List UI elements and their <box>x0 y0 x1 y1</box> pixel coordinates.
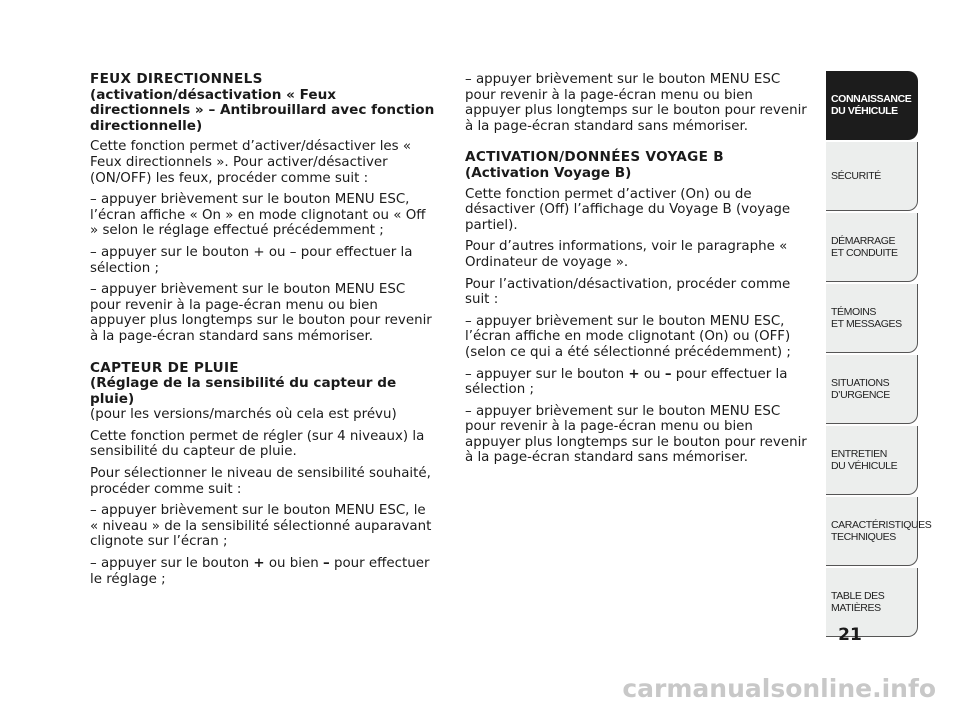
tab-entretien-du-vehicule[interactable]: ENTRETIEN DU VÉHICULE <box>826 426 918 495</box>
paragraph: Pour l’activation/désactivation, procéder comme suit : <box>465 276 791 308</box>
tab-demarrage-et-conduite[interactable]: DÉMARRAGE ET CONDUITE <box>826 213 918 282</box>
section-heading-feux: FEUX DIRECTIONNELS (activation/désactivation « Feux directionnels » – Antibrouillard avec fonction directionnelle) <box>90 71 435 134</box>
paragraph: Cette fonction permet de régler (sur 4 niveaux) la sensibilité du capteur de pluie. <box>90 428 425 460</box>
section-heading-voyage-b: ACTIVATION/DONNÉES VOYAGE B (Activation Voyage B) <box>465 149 724 181</box>
note: (pour les versions/marchés où cela est prévu) <box>90 407 397 423</box>
paragraph: Pour sélectionner le niveau de sensibilité souhaité, procéder comme suit : <box>90 466 431 497</box>
chapter-tabs <box>826 71 932 639</box>
paragraph: – appuyer brièvement sur le bouton MENU ESC pour revenir à la page-écran menu ou bien appuyer plus longtemps sur le bouton pour revenir à la page-écran standard sans mémoriser. <box>465 72 807 134</box>
tab-temoins-et-messages[interactable]: TÉMOINS ET MESSAGES <box>826 284 918 353</box>
watermark: carmanualsonline.info <box>622 674 936 703</box>
left-column <box>90 72 435 593</box>
tab-connaissance-du-vehicule[interactable]: CONNAISSANCE DU VÉHICULE <box>826 71 918 140</box>
tab-securite[interactable]: SÉCURITÉ <box>826 142 918 211</box>
tab-caracteristiques-techniques[interactable]: CARACTÉRISTIQUES TECHNIQUES <box>826 497 918 566</box>
tab-situations-d-urgence[interactable]: SITUATIONS D’URGENCE <box>826 355 918 424</box>
paragraph: – appuyer brièvement sur le bouton MENU ESC, le « niveau » de la sensibilité sélectionné auparavant clignote sur l’écran ; <box>90 503 432 550</box>
section-heading-capteur: CAPTEUR DE PLUIE (Réglage de la sensibilité du capteur de pluie) <box>90 359 397 407</box>
paragraph: – appuyer brièvement sur le bouton MENU ESC pour revenir à la page-écran menu ou bien appuyer plus longtemps sur le bouton pour revenir à la page-écran standard sans mémoriser. <box>90 282 432 344</box>
paragraph: – appuyer sur le bouton + ou – pour effectuer la sélection ; <box>90 244 413 276</box>
paragraph: Cette fonction permet d’activer/désactiver les « Feux directionnels ». Pour activer/désactiver (ON/OFF) les feux, procéder comme suit : <box>90 139 412 186</box>
paragraph: – appuyer sur le bouton + ou bien – pour effectuer le réglage ; <box>90 556 430 587</box>
page-number: 21 <box>838 625 862 645</box>
right-column <box>465 72 810 472</box>
paragraph: – appuyer brièvement sur le bouton MENU ESC, l’écran affiche « On » en mode clignotant ou « Off » selon le réglage effectué précédemment ; <box>90 192 426 239</box>
tab-table-des-matieres[interactable]: TABLE DES MATIÈRES <box>826 568 918 637</box>
paragraph: – appuyer sur le bouton + ou – pour effectuer la sélection ; <box>465 366 788 398</box>
paragraph: – appuyer brièvement sur le bouton MENU ESC, l’écran affiche en mode clignotant (On) ou (OFF) (selon ce qui a été sélectionné précédemment) ; <box>465 313 791 360</box>
paragraph: – appuyer brièvement sur le bouton MENU ESC pour revenir à la page-écran menu ou bien appuyer plus longtemps sur le bouton pour revenir à la page-écran standard sans mémoriser. <box>465 403 807 466</box>
paragraph: Pour d’autres informations, voir le paragraphe « Ordinateur de voyage ». <box>465 239 788 270</box>
paragraph: Cette fonction permet d’activer (On) ou de désactiver (Off) l’affichage du Voyage B (voyage partiel). <box>465 186 791 233</box>
